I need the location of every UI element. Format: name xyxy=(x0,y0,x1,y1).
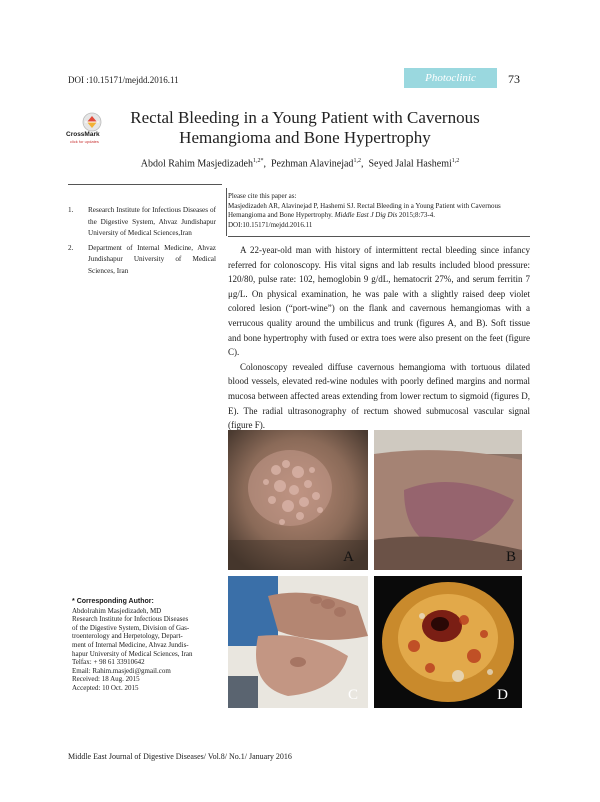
article-title-line1: Rectal Bleeding in a Young Patient with Cavernous xyxy=(130,108,480,127)
author-name: Pezhman Alavinejad xyxy=(270,158,354,170)
corresponding-heading xyxy=(72,598,222,607)
corresponding-line: of the Digestive System, Division of Gas- xyxy=(72,623,190,632)
figure-label: B xyxy=(505,549,516,565)
affiliation-number: 1. xyxy=(68,206,74,214)
figure-label: D xyxy=(497,687,508,703)
divider xyxy=(228,236,530,237)
article-title-line2: Hemangioma and Bone Hypertrophy xyxy=(179,128,431,147)
author-name: Seyed Jalal Hashemi xyxy=(368,158,452,170)
citation-box xyxy=(228,192,528,230)
affiliation-item xyxy=(68,243,216,278)
author-affiliation: 1,2 xyxy=(353,158,361,164)
corresponding-line: Telfax: + 98 61 33910642 xyxy=(72,658,145,667)
figure-b xyxy=(374,430,522,570)
doi: DOI :10.15171/mejdd.2016.11 xyxy=(68,75,179,85)
crossmark-label: CrossMark xyxy=(66,131,100,138)
crossmark-sublabel: click for updates xyxy=(70,139,99,144)
divider xyxy=(226,188,227,236)
citation-heading: Please cite this paper as: xyxy=(228,192,297,200)
section-tab: Photoclinic xyxy=(404,68,497,88)
corresponding-line: ment of Internal Medicine, Ahvaz Jundis- xyxy=(72,640,189,649)
flank-port-wine-photo-icon xyxy=(374,430,522,570)
citation-doi[interactable]: DOI:10.15171/mejdd.2016.11 xyxy=(228,220,313,229)
affiliation-item xyxy=(68,205,216,240)
affiliations xyxy=(68,205,216,280)
citation-body: Masjedizadeh AR, Alavinejad P, Hashemi SJ. Rectal Bleeding in a Young Patient with Cavernous Hemangioma and Bone Hypertrophy. xyxy=(228,201,501,219)
author-affiliation: 1,2 xyxy=(451,158,460,164)
author-affiliation: 1,2* xyxy=(252,158,264,164)
asterisk-icon: * xyxy=(72,598,75,605)
citation-journal: Middle East J Dig Dis xyxy=(334,211,398,219)
affiliation-number: 2. xyxy=(68,243,74,252)
body-paragraph: A 22-year-old man with history of intermittent rectal bleeding since infancy referred for colonoscopy. His vital signs and lab results included blood pressure: 120/80, pulse rate: 102, hemoglobin 9 g/dL, hematocrit 27%, and serum ferritin 7 μg/L. On physical examination, he was pale with a slightly raised deep violet colored lesion (“port-wine”) on the flank and cavernous hemangiomas with a verrucous quality around the umbilicus and trunk (figures A, and B). Soft tissue and bone hypertrophy with fused or extra toes were also present on the feet (figure C). xyxy=(228,245,530,358)
figure-label: C xyxy=(347,687,358,703)
corresponding-line: Research Institute for Infectious Diseases xyxy=(72,615,189,624)
affiliation-text: Department of Internal Medicine, Ahvaz Jundishapur University of Medical Sciences, Iran xyxy=(88,243,216,275)
divider xyxy=(68,184,222,185)
author-list: Abdol Rahim Masjedizadeh$^{1,2*}$, Pezhman Alavinejad$^{1,2}$, Seyed Jalal Hashemi$^{1,2}$ xyxy=(140,158,460,170)
corresponding-line: Accepted: 10 Oct. 2015 xyxy=(72,683,139,692)
figure-label: A xyxy=(343,549,354,565)
corresponding-line: Abdolrahim Masjedizadeh, MD xyxy=(72,606,162,615)
footer: Middle East Journal of Digestive Diseases/ Vol.8/ No.1/ January 2016 xyxy=(68,752,292,761)
page-number: 73 xyxy=(508,72,520,86)
corresponding-line: Received: 18 Aug. 2015 xyxy=(72,675,140,684)
figure-c xyxy=(228,576,368,708)
body-paragraph: Colonoscopy revealed diffuse cavernous hemangioma with tortuous dilated blood vessels, elevated red-wine nodules with poorly defined margins and normal mucosa between affected areas extending from lower rectum to sigmoid (figures D, E). The radial ultrasonography of rectum showed submucosal vascular signal (figure F). xyxy=(228,361,530,431)
corresponding-heading-text: Corresponding Author: xyxy=(76,598,154,605)
author-name: Abdol Rahim Masjedizadeh xyxy=(140,158,253,170)
figure-d xyxy=(374,576,522,708)
figure-a xyxy=(228,430,368,570)
corresponding-author xyxy=(72,598,222,693)
citation-text xyxy=(228,202,528,221)
article-body xyxy=(228,243,530,433)
corresponding-line: hapur University of Medical Sciences, Iran xyxy=(72,649,193,658)
corresponding-line: troenterology and Herpetology, Depart- xyxy=(72,632,183,641)
corresponding-email[interactable]: Email: Rahim.masjedi@gmail.com xyxy=(72,666,171,675)
affiliation-text: Research Institute for Infectious Diseases of the Digestive System, Ahvaz Jundishapur University of Medical Sciences,Iran xyxy=(88,206,216,237)
citation-details: 2015;8:73-4. xyxy=(399,211,436,219)
article-title xyxy=(100,108,510,148)
